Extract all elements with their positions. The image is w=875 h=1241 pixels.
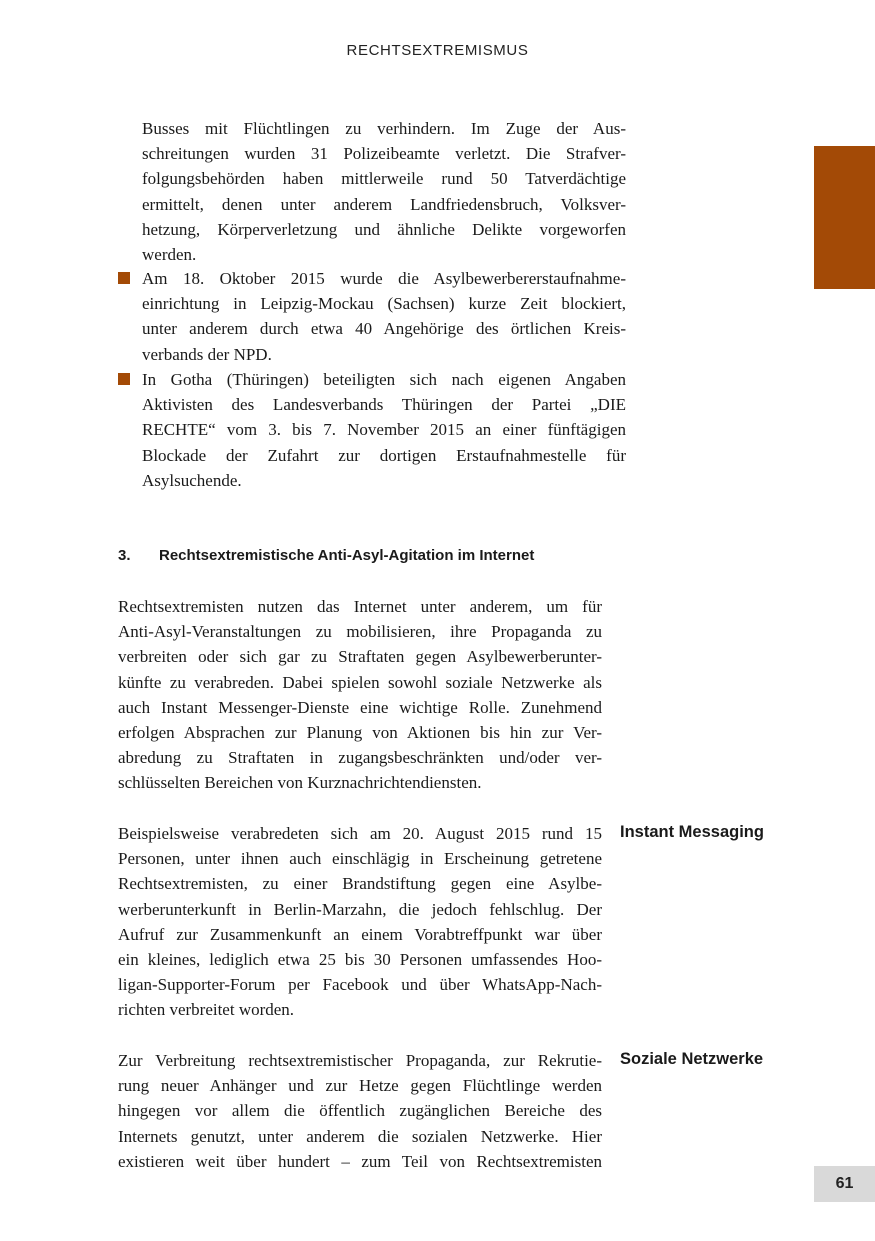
text-line: schreitungen wurden 31 Polizeibeamte verletzt. Die Strafver-	[142, 144, 626, 164]
text-line: ein kleines, lediglich etwa 25 bis 30 Personen umfassendes Hoo-	[118, 950, 602, 970]
body-paragraph	[118, 1048, 602, 1174]
text-line: Asylsuchende.	[142, 470, 242, 490]
text-line: auch Instant Messenger-Dienste eine wichtige Rolle. Zunehmend	[118, 697, 602, 717]
text-line: ermittelt, denen unter anderem Landfriedensbruch, Volksver-	[142, 194, 626, 214]
body-paragraph	[118, 821, 602, 1023]
text-line: hetzung, Körperverletzung und ähnliche Delikte vorgeworfen	[142, 219, 626, 239]
text-line: verbreiten oder sich gar zu Straftaten gegen Asylbewerberunter-	[118, 647, 602, 667]
text-line: abredung zu Straftaten in zugangsbeschränkten und/oder ver-	[118, 748, 602, 768]
text-line: Anti-Asyl-Veranstaltungen zu mobilisieren, ihre Propaganda zu	[118, 622, 602, 642]
page-number: 61	[814, 1166, 875, 1202]
text-line: erfolgen Absprachen zur Planung von Aktionen bis hin zur Ver-	[118, 723, 602, 743]
section-title: Rechtsextremistische Anti-Asyl-Agitation im Internet	[159, 547, 535, 564]
text-line: Blockade der Zufahrt zur dortigen Erstaufnahmestelle für	[142, 445, 626, 465]
text-line: werberunterkunft in Berlin-Marzahn, die jedoch fehlschlug. Der	[118, 899, 602, 919]
section-number: 3.	[118, 547, 131, 564]
text-line: schlüsselten Bereichen von Kurznachrichtendiensten.	[118, 773, 482, 793]
intro-continuation	[118, 116, 626, 267]
text-line: Busses mit Flüchtlingen zu verhindern. Im Zuge der Aus-	[142, 119, 626, 138]
text-line: Zur Verbreitung rechtsextremistischer Propaganda, zur Rekrutie-	[118, 1051, 602, 1070]
bullet-item	[118, 367, 626, 493]
text-line: Am 18. Oktober 2015 wurde die Asylbewerbererstaufnahme-	[142, 269, 626, 288]
text-line: RECHTE“ vom 3. bis 7. November 2015 an einer fünftägigen	[142, 420, 626, 440]
text-line: Rechtsextremisten, zu einer Brandstiftung gegen eine Asylbe-	[118, 874, 602, 894]
bullet-item	[118, 266, 626, 367]
section-heading	[118, 547, 718, 564]
text-line: künfte zu verabreden. Dabei spielen sowohl soziale Netzwerke als	[118, 672, 602, 692]
text-line: Aktivisten des Landesverbands Thüringen der Partei „DIE	[142, 395, 626, 415]
text-line: rung neuer Anhänger und zur Hetze gegen Flüchtlinge werden	[118, 1076, 602, 1096]
text-line: existieren weit über hundert – zum Teil von Rechtsextremisten	[118, 1151, 602, 1171]
text-line: verbands der NPD.	[142, 344, 272, 364]
text-line: In Gotha (Thüringen) beteiligten sich nach eigenen Angaben	[142, 370, 626, 389]
text-line: Personen, unter ihnen auch einschlägig in Erscheinung getretene	[118, 849, 602, 869]
text-line: einrichtung in Leipzig-Mockau (Sachsen) kurze Zeit blockiert,	[142, 294, 626, 314]
text-line: Beispielsweise verabredeten sich am 20. August 2015 rund 15	[118, 824, 602, 843]
text-line: folgungsbehörden haben mittlerweile rund 50 Tatverdächtige	[142, 169, 626, 189]
margin-note: Instant Messaging	[620, 823, 764, 841]
text-line: hingegen vor allem die öffentlich zugänglichen Bereiche des	[118, 1101, 602, 1121]
text-line: Aufruf zur Zusammenkunft an einem Vorabtreffpunkt war über	[118, 924, 602, 944]
running-head: RECHTSEXTREMISMUS	[346, 42, 529, 59]
text-line: Internets genutzt, unter anderem die sozialen Netzwerke. Hier	[118, 1126, 602, 1146]
margin-note: Soziale Netzwerke	[620, 1050, 764, 1068]
chapter-tab-marker	[814, 146, 875, 289]
text-line: unter anderem durch etwa 40 Angehörige des örtlichen Kreis-	[142, 319, 626, 339]
text-line: werden.	[142, 245, 197, 265]
text-line: Rechtsextremisten nutzen das Internet unter anderem, um für	[118, 597, 602, 616]
text-line: ligan-Supporter-Forum per Facebook und über WhatsApp-Nach-	[118, 975, 602, 995]
text-line: richten verbreitet worden.	[118, 1000, 295, 1020]
body-paragraph	[118, 594, 602, 796]
